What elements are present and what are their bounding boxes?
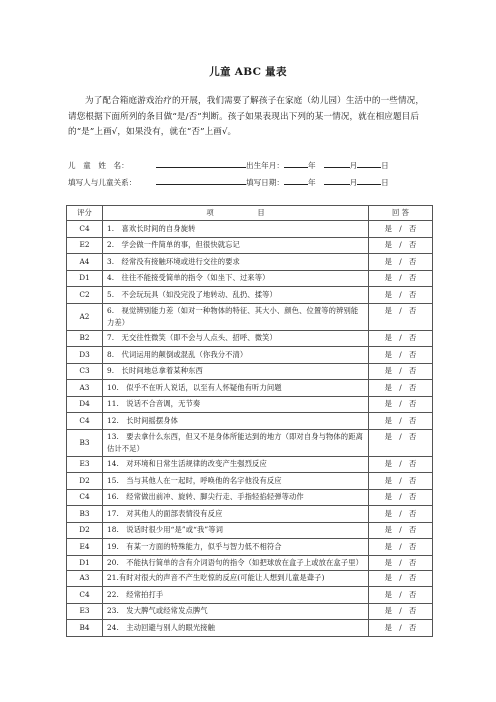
score-code: D1 [67,555,103,570]
score-code: C4 [67,587,103,604]
header-score: 评分 [67,206,103,221]
day-label: 日 [381,178,389,187]
child-name-label: 儿 童 姓 名： [68,161,129,170]
birth-day-field[interactable] [357,159,381,168]
score-code: D4 [67,396,103,413]
item-text: 12. 长时间摇摆身体 [103,413,369,430]
item-text: 2. 学会做一件简单的事，但很快就忘记 [103,237,369,254]
answer-yes-no[interactable]: 是 / 否 [369,456,433,473]
item-text: 3. 经常没有接触环境或进行交往的要求 [103,254,369,271]
score-code: C2 [67,287,103,304]
answer-yes-no[interactable]: 是 / 否 [369,363,433,380]
answer-yes-no[interactable]: 是 / 否 [369,539,433,556]
score-code: E3 [67,603,103,620]
fill-year-field[interactable] [284,176,308,185]
month-label: 月 [349,178,358,187]
score-code: C3 [67,363,103,380]
score-code: C4 [67,221,103,238]
answer-yes-no[interactable]: 是 / 否 [369,603,433,620]
child-info-row [68,159,389,171]
answer-yes-no[interactable]: 是 / 否 [369,473,433,490]
item-text: 24. 主动回避与别人的眼光接触 [103,620,369,637]
item-text: 8. 代词运用的颠倒或混乱（你我分不清） [103,347,369,364]
table-row [67,221,433,238]
table-row [67,413,433,430]
filler-relation-label: 填写人与儿童关系： [68,178,137,187]
table-row [67,587,433,604]
table-row [67,522,433,539]
score-code: B4 [67,620,103,637]
table-row [67,620,433,637]
table-row [67,506,433,523]
table-row [67,270,433,287]
item-text: 5. 不会玩玩具（如没完没了地转动、乱扔、揉等） [103,287,369,304]
item-text: 16. 经常做出前冲、旋转、脚尖行走、手指轻掐轻弹等动作 [103,489,369,506]
table-row [67,303,433,330]
answer-yes-no[interactable]: 是 / 否 [369,221,433,238]
score-code: C4 [67,489,103,506]
item-text: 14. 对环境和日常生活规律的改变产生强烈反应 [103,456,369,473]
item-text: 10. 似乎不在听人说话，以至有人怀疑他有听力问题 [103,380,369,397]
item-text: 23. 发大脾气或经常发点脾气 [103,603,369,620]
answer-yes-no[interactable]: 是 / 否 [369,555,433,570]
item-text: 15. 当与其他人在一起时，呼唤他的名字他没有反应 [103,473,369,490]
table-row [67,473,433,490]
score-code: D2 [67,522,103,539]
page-title: 儿童 ABC 量表 [209,66,287,78]
header-item: 项 目 [103,206,369,221]
table-row [67,555,433,570]
score-code: B2 [67,330,103,347]
table-row [67,237,433,254]
answer-yes-no[interactable]: 是 / 否 [369,270,433,287]
score-code: C4 [67,413,103,430]
item-text: 21.有时对很大的声音不产生吃惊的反应(可能让人想到儿童是聋子) [103,570,369,587]
score-code: D3 [67,347,103,364]
answer-yes-no[interactable]: 是 / 否 [369,489,433,506]
item-text: 1. 喜欢长时间的自身旋转 [103,221,369,238]
score-code: A3 [67,380,103,397]
answer-yes-no[interactable]: 是 / 否 [369,347,433,364]
score-code: E4 [67,539,103,556]
score-code: E3 [67,456,103,473]
birth-month-field[interactable] [324,159,350,168]
answer-yes-no[interactable]: 是 / 否 [369,620,433,637]
table-row [67,429,433,456]
table-row [67,489,433,506]
score-code: A4 [67,254,103,271]
child-name-field[interactable] [156,159,246,168]
item-text: 17. 对其他人的面部表情没有反应 [103,506,369,523]
answer-yes-no[interactable]: 是 / 否 [369,570,433,587]
table-row [67,254,433,271]
answer-yes-no[interactable]: 是 / 否 [369,237,433,254]
table-row [67,347,433,364]
table-row [67,287,433,304]
answer-yes-no[interactable]: 是 / 否 [369,396,433,413]
table-row [67,539,433,556]
item-text: 19. 有某一方面的特殊能力，似乎与智力低不相符合 [103,539,369,556]
filler-info-row [68,176,389,188]
header-answer: 回 答 [369,206,433,221]
table-row [67,603,433,620]
birth-label: 出生年月： [246,161,284,170]
score-code: B3 [67,506,103,523]
filler-relation-field[interactable] [156,176,246,185]
score-code: A2 [67,303,103,330]
table-row [67,570,433,587]
table-row [67,456,433,473]
score-code: B3 [67,429,103,456]
item-text: 11. 说话不合音调，无节奏 [103,396,369,413]
answer-yes-no[interactable]: 是 / 否 [369,522,433,539]
answer-yes-no[interactable]: 是 / 否 [369,380,433,397]
birth-year-field[interactable] [284,159,308,168]
score-code: A3 [67,570,103,587]
table-row [67,380,433,397]
answer-yes-no[interactable]: 是 / 否 [369,254,433,271]
answer-yes-no[interactable]: 是 / 否 [369,330,433,347]
answer-yes-no[interactable]: 是 / 否 [369,506,433,523]
item-text: 20. 不能执行简单的含有介词语句的指令（如把球放在盒子上或放在盒子里） [103,555,369,570]
fill-date-label: 填写日期： [246,178,284,187]
table-row [67,330,433,347]
answer-yes-no[interactable]: 是 / 否 [369,413,433,430]
intro-paragraph: 为了配合箱庭游戏治疗的开展，我们需要了解孩子在家庭（幼儿园）生活中的一些情况，请您根据下面所列的条目做“是/否”判断。孩子如果表现出下列的某一情况，就在相应题目后的“是”上画√，如果没有，就在“否”上画√。 [68,96,425,138]
item-text: 13. 要去拿什么东西，但又不是身体所能达到的地方（即对自身与物体的距离估计不足） [103,429,369,456]
answer-yes-no[interactable]: 是 / 否 [369,287,433,304]
score-code: D2 [67,473,103,490]
day-label: 日 [381,161,389,170]
score-code: D1 [67,270,103,287]
table-row [67,363,433,380]
item-text: 6. 视觉辨别能力差（如对一种物体的特征、其大小、颜色、位置等的辨别能力差） [103,303,369,330]
score-code: E2 [67,237,103,254]
answer-yes-no[interactable]: 是 / 否 [369,587,433,604]
table-row [67,396,433,413]
month-label: 月 [349,161,358,170]
abc-scale-table [66,205,433,637]
answer-yes-no[interactable]: 是 / 否 [369,303,433,330]
fill-month-field[interactable] [324,176,350,185]
year-label: 年 [307,161,316,170]
answer-yes-no[interactable]: 是 / 否 [369,429,433,456]
item-text: 18. 说话时很少用“是”或“我”等词 [103,522,369,539]
item-text: 4. 往往不能接受简单的指令（如坐下、过来等） [103,270,369,287]
item-text: 22. 经常拍打手 [103,587,369,604]
item-text: 9. 长时间地总拿着某种东西 [103,363,369,380]
item-text: 7. 无交往性微笑（即不会与人点头、招呼、微笑） [103,330,369,347]
year-label: 年 [307,178,316,187]
fill-day-field[interactable] [357,176,381,185]
